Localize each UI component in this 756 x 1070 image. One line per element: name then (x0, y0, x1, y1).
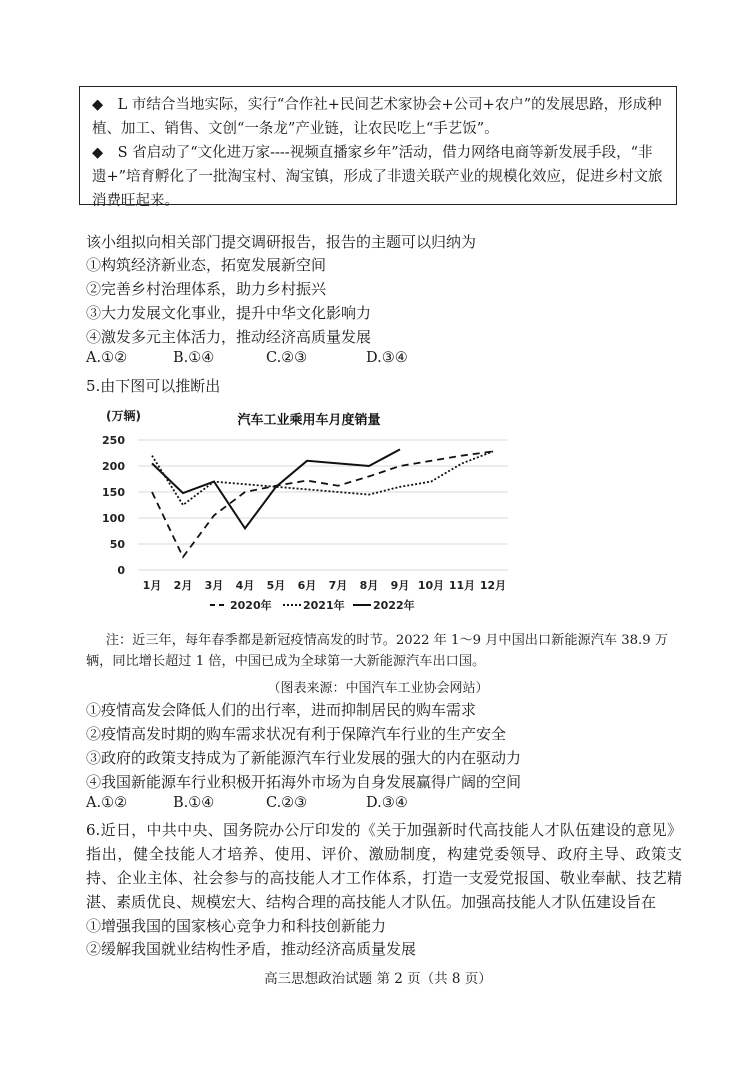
x-tick-label: 1月 (142, 579, 162, 592)
q5-option-d[interactable]: D.③④ (366, 795, 408, 811)
q5-item-2: ②疫情高发时期的购车需求状况有利于保障汽车行业的生产安全 (86, 725, 507, 743)
y-tick-label: 250 (102, 434, 125, 447)
q4-item-2: ②完善乡村治理体系，助力乡村振兴 (86, 280, 327, 298)
sales-line-chart (0, 400, 756, 620)
x-tick-label: 9月 (390, 579, 410, 592)
q5-item-4: ④我国新能源车行业积极开拓海外市场为自身发展赢得广阔的空间 (86, 773, 522, 791)
q6-item-2: ②缓解我国就业结构性矛盾，推动经济高质量发展 (86, 940, 417, 958)
q5-option-b[interactable]: B.①④ (173, 795, 215, 811)
q4-option-b[interactable]: B.①④ (173, 350, 215, 366)
x-tick-label: 4月 (235, 579, 255, 592)
q5-note: 注：近三年，每年春季都是新冠疫情高发的时节。2022 年 1～9 月中国出口新能源汽车 38.9 万辆，同比增长超过 1 倍，中国已成为全球第一大新能源汽车出口国。 (86, 633, 669, 669)
q6-item-1: ①增强我国的国家核心竞争力和科技创新能力 (86, 917, 387, 935)
x-tick-label: 8月 (359, 579, 379, 592)
y-tick-label: 100 (102, 512, 125, 525)
q4-item-1: ①构筑经济新业态，拓宽发展新空间 (86, 256, 327, 274)
page-footer: 高三思想政治试题 第 2 页（共 8 页） (264, 971, 492, 987)
x-tick-label: 3月 (204, 579, 224, 592)
x-tick-label: 11月 (448, 579, 476, 592)
x-tick-label: 10月 (417, 579, 445, 592)
q5-item-3: ③政府的政策支持成为了新能源汽车行业发展的强大的内在驱动力 (86, 749, 522, 767)
y-tick-label: 50 (109, 538, 125, 551)
legend-label: 2022年 (373, 599, 415, 612)
q5-option-a[interactable]: A.①② (86, 795, 128, 811)
series-line-2020年 (152, 451, 493, 557)
series-line-2022年 (152, 449, 400, 528)
q6-stem: 6.近日，中共中央、国务院办公厅印发的《关于加强新时代高技能人才队伍建设的意见》指出，健全技能人才培养、使用、评价、激励制度，构建党委领导、政府主导、政策支持、企业主体、社会参与的高技能人才工作体系，打造一支爱党报国、敬业奉献、技艺精湛、素质优良、规模宏大、结构合理的高技能人才队伍。加强高技能人才队伍建设旨在 (86, 821, 682, 911)
q4-option-d[interactable]: D.③④ (366, 350, 408, 366)
q4-option-c[interactable]: C.②③ (266, 350, 308, 366)
legend-label: 2021年 (303, 599, 345, 612)
y-unit-label: (万辆) (106, 409, 141, 423)
x-tick-label: 12月 (479, 579, 507, 592)
y-tick-label: 200 (102, 460, 125, 473)
q5-option-c[interactable]: C.②③ (266, 795, 308, 811)
x-tick-label: 6月 (297, 579, 317, 592)
q4-option-a[interactable]: A.①② (86, 350, 128, 366)
q4-stem: 该小组拟向相关部门提交调研报告，报告的主题可以归纳为 (86, 233, 477, 251)
material-box (79, 86, 677, 209)
material-bullet-1: ◆ L 市结合当地实际，实行“合作社+民间艺术家协会+公司+农户”的发展思路，形成种植、加工、销售、文创“一条龙”产业链，让农民吃上“手艺饭”。 (92, 97, 662, 137)
q5-stem: 5.由下图可以推断出 (86, 377, 221, 395)
q5-item-1: ①疫情高发会降低人们的出行率，进而抑制居民的购车需求 (86, 701, 477, 719)
legend-label: 2020年 (230, 599, 272, 612)
x-tick-label: 5月 (266, 579, 286, 592)
y-tick-label: 150 (102, 486, 125, 499)
material-bullet-2: ◆ S 省启动了“文化进万家----视频直播家乡年”活动，借力网络电商等新发展手段，“非遗+”培育孵化了一批淘宝村、淘宝镇，形成了非遗关联产业的规模化效应，促进乡村文旅消费旺起来。 (92, 145, 663, 209)
x-tick-label: 2月 (173, 579, 193, 592)
y-tick-label: 0 (117, 564, 125, 577)
q5-chart-source: （图表来源：中国汽车工业协会网站） (267, 681, 489, 696)
q4-item-4: ④激发多元主体活力，推动经济高质量发展 (86, 328, 372, 346)
x-tick-label: 7月 (328, 579, 348, 592)
q4-item-3: ③大力发展文化事业，提升中华文化影响力 (86, 304, 372, 322)
chart-title: 汽车工业乘用车月度销量 (237, 413, 381, 428)
